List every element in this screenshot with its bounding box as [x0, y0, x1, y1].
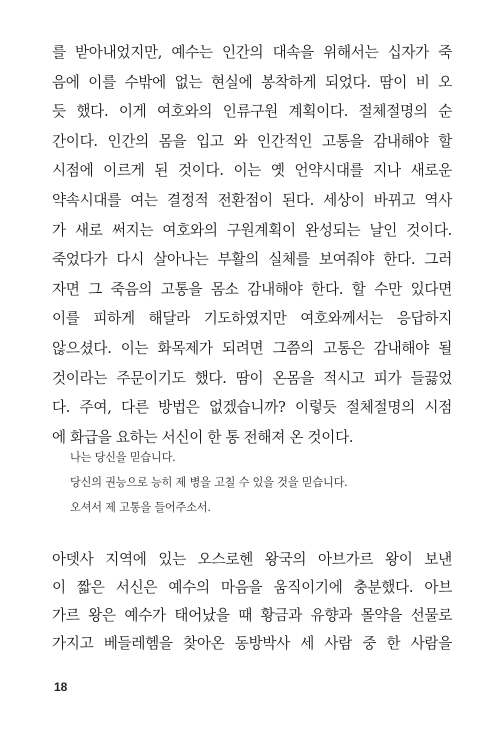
text-line: 이 짧은 서신은 예수의 마음을 움직이기에 충분했다. 아브: [52, 579, 452, 596]
text-line: 간이다. 인간의 몸을 입고 와 인간적인 고통을 감내해야 할: [52, 132, 452, 150]
text-line: 에 화급을 요하는 서신이 한 통 전해져 온 것이다.: [52, 428, 354, 446]
text-line: 않으셨다. 이는 화목제가 되려면 그쯤의 고통은 감내해야 될: [52, 339, 452, 357]
text-line: 것이라는 주문이기도 했다. 땀이 온몸을 적시고 피가 들끓었: [52, 369, 452, 387]
quote-line: 오셔서 제 고통을 들어주소서.: [70, 501, 211, 514]
text-line: 자면 그 죽음의 고통을 몸소 감내해야 한다. 할 수만 있다면: [52, 280, 452, 298]
text-line: 시점에 이르게 된 것이다. 이는 옛 언약시대를 지나 새로운: [52, 162, 452, 180]
text-line: 가 새로 써지는 여호와의 구원계획이 완성되는 날인 것이다.: [52, 221, 452, 239]
quote-line: 나는 당신을 믿습니다.: [70, 451, 176, 464]
body-paragraph-2: [52, 546, 452, 658]
body-paragraph-1: [52, 38, 452, 452]
page-number: 18: [54, 680, 68, 694]
text-line: 가지고 베들레헴을 찾아온 동방박사 세 사람 중 한 사람을: [52, 635, 452, 652]
letter-quote: [70, 445, 430, 520]
text-line: 가르 왕은 예수가 태어났을 때 황금과 유향과 몰약을 선물로: [52, 607, 452, 624]
quote-line: 당신의 권능으로 능히 제 병을 고칠 수 있을 것을 믿습니다.: [70, 476, 348, 489]
text-line: 듯 했다. 이게 여호와의 인류구원 계획이다. 절체절명의 순: [52, 103, 452, 121]
text-line: 음에 이를 수밖에 없는 현실에 봉착하게 되었다. 땀이 비 오: [52, 73, 452, 91]
text-line: 다. 주여, 다른 방법은 없겠습니까? 이렇듯 절체절명의 시점: [52, 399, 452, 417]
text-line: 를 받아내었지만, 예수는 인간의 대속을 위해서는 십자가 죽: [52, 44, 452, 61]
text-line: 아뎃사 지역에 있는 오스로헨 왕국의 아브가르 왕이 보낸: [52, 551, 452, 568]
text-line: 이를 피하게 해달라 기도하였지만 여호와께서는 응답하지: [52, 310, 452, 328]
text-line: 약속시대를 여는 결정적 전환점이 된다. 세상이 바뀌고 역사: [52, 191, 452, 209]
text-line: 죽었다가 다시 살아나는 부활의 실체를 보여줘야 한다. 그러: [52, 251, 452, 269]
